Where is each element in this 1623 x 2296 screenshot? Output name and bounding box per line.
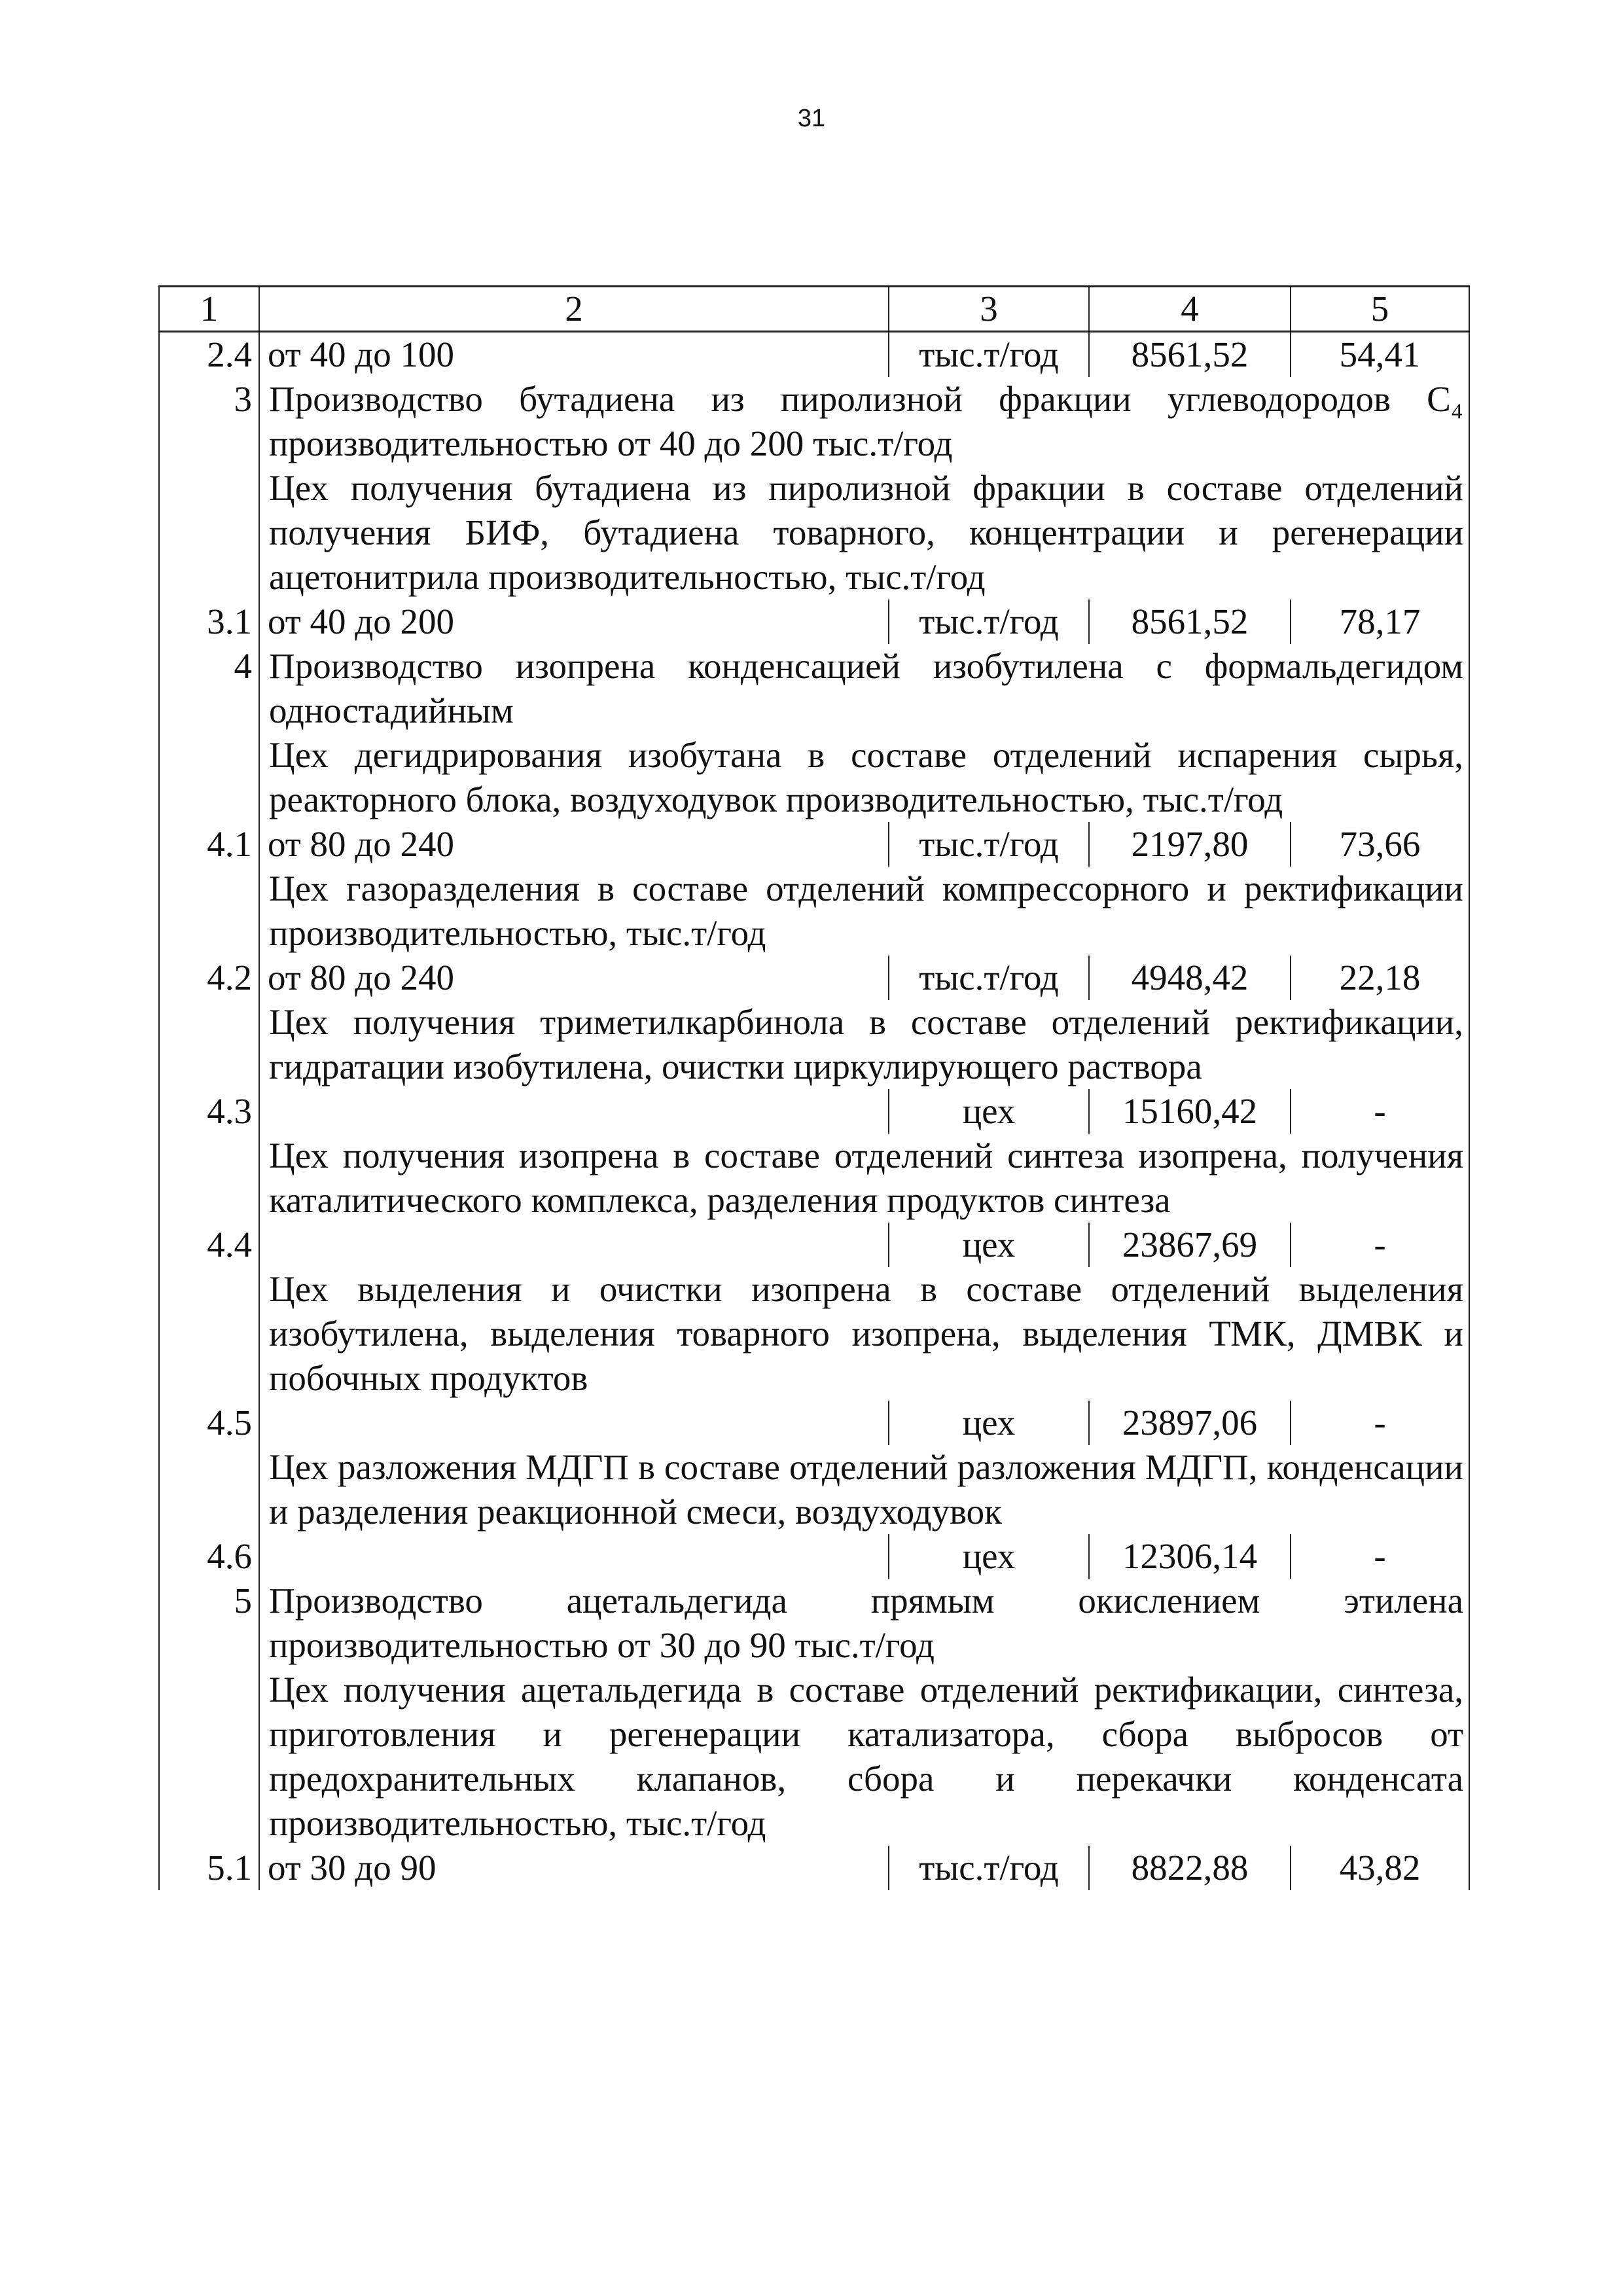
table-section-row: [159, 377, 1469, 466]
table-section-row: [159, 867, 1469, 956]
row-number: [159, 733, 259, 822]
row-range: [259, 1223, 889, 1267]
row-coefficient: -: [1291, 1223, 1469, 1267]
row-coefficient: 43,82: [1291, 1846, 1469, 1890]
row-unit: цех: [889, 1401, 1089, 1445]
row-range: от 30 до 90: [259, 1846, 889, 1890]
row-description: Производство ацетальдегида прямым окислением этилена производительностью от 30 до 90 тыс.т/год: [259, 1579, 1469, 1668]
column-header: 3: [889, 287, 1089, 332]
row-number: 4.4: [159, 1223, 259, 1267]
row-number: [159, 1668, 259, 1846]
table-body: [159, 287, 1469, 1891]
row-range: от 40 до 200: [259, 600, 889, 644]
row-value: 15160,42: [1089, 1089, 1291, 1134]
table-row: [159, 600, 1469, 644]
row-value: 23867,69: [1089, 1223, 1291, 1267]
row-number: 4.6: [159, 1534, 259, 1579]
row-unit: тыс.т/год: [889, 332, 1089, 378]
row-unit: цех: [889, 1089, 1089, 1134]
row-coefficient: -: [1291, 1534, 1469, 1579]
row-number: 2.4: [159, 332, 259, 378]
table-row: [159, 1089, 1469, 1134]
row-unit: цех: [889, 1223, 1089, 1267]
row-description: Цех дегидрирования изобутана в составе отделений испарения сырья, реакторного блока, воздуходувок производительностью, тыс.т/год: [259, 733, 1469, 822]
column-header: 2: [259, 287, 889, 332]
row-description: Цех выделения и очистки изопрена в составе отделений выделения изобутилена, выделения товарного изопрена, выделения ТМК, ДМВК и побочных продуктов: [259, 1267, 1469, 1401]
row-description: Цех газоразделения в составе отделений компрессорного и ректификации производительностью, тыс.т/год: [259, 867, 1469, 956]
table-section-row: [159, 1579, 1469, 1668]
row-number: 3.1: [159, 600, 259, 644]
row-number: 4.3: [159, 1089, 259, 1134]
row-number: 5.1: [159, 1846, 259, 1890]
row-range: от 40 до 100: [259, 332, 889, 378]
row-unit: тыс.т/год: [889, 956, 1089, 1000]
row-description: Цех получения изопрена в составе отделений синтеза изопрена, получения каталитического комплекса, разделения продуктов синтеза: [259, 1134, 1469, 1223]
row-range: [259, 1401, 889, 1445]
row-number: [159, 1267, 259, 1401]
row-unit: цех: [889, 1534, 1089, 1579]
table-row: [159, 1846, 1469, 1890]
table-row: [159, 1534, 1469, 1579]
row-unit: тыс.т/год: [889, 1846, 1089, 1890]
row-unit: тыс.т/год: [889, 822, 1089, 867]
row-number: 4: [159, 644, 259, 733]
tariff-table: [158, 285, 1470, 1890]
table-section-row: [159, 1000, 1469, 1089]
row-value: 4948,42: [1089, 956, 1291, 1000]
row-range: от 80 до 240: [259, 822, 889, 867]
row-description: Цех разложения МДГП в составе отделений разложения МДГП, конденсации и разделения реакционной смеси, воздуходувок: [259, 1445, 1469, 1534]
row-coefficient: 73,66: [1291, 822, 1469, 867]
row-coefficient: -: [1291, 1401, 1469, 1445]
row-number: 4.2: [159, 956, 259, 1000]
table-row: [159, 332, 1469, 378]
row-range: [259, 1089, 889, 1134]
row-number: 4.1: [159, 822, 259, 867]
row-range: от 80 до 240: [259, 956, 889, 1000]
row-description: Цех получения бутадиена из пиролизной фракции в составе отделений получения БИФ, бутадиена товарного, концентрации и регенерации ацетонитрила производительностью, тыс.т/год: [259, 466, 1469, 600]
row-description: Производство изопрена конденсацией изобутилена с формальдегидом одностадийным: [259, 644, 1469, 733]
row-description: Цех получения триметилкарбинола в составе отделений ректификации, гидратации изобутилена, очистки циркулирующего раствора: [259, 1000, 1469, 1089]
column-header: 4: [1089, 287, 1291, 332]
row-value: 12306,14: [1089, 1534, 1291, 1579]
column-header: 1: [159, 287, 259, 332]
page-number: 31: [797, 105, 826, 132]
row-number: [159, 1445, 259, 1534]
row-description: Цех получения ацетальдегида в составе отделений ректификации, синтеза, приготовления и регенерации катализатора, сбора выбросов от предохранительных клапанов, сбора и перекачки конденсата производительностью, тыс.т/год: [259, 1668, 1469, 1846]
row-coefficient: -: [1291, 1089, 1469, 1134]
row-coefficient: 78,17: [1291, 600, 1469, 644]
table-section-row: [159, 1668, 1469, 1846]
row-range: [259, 1534, 889, 1579]
row-coefficient: 22,18: [1291, 956, 1469, 1000]
row-description: Производство бутадиена из пиролизной фракции углеводородов C₄ производительностью от 40 до 200 тыс.т/год: [259, 377, 1469, 466]
row-value: 8561,52: [1089, 332, 1291, 378]
row-number: [159, 1134, 259, 1223]
row-value: 8561,52: [1089, 600, 1291, 644]
table-section-row: [159, 733, 1469, 822]
table-row: [159, 822, 1469, 867]
table-row: [159, 1401, 1469, 1445]
row-value: 8822,88: [1089, 1846, 1291, 1890]
table-section-row: [159, 1445, 1469, 1534]
row-number: [159, 466, 259, 600]
table-section-row: [159, 644, 1469, 733]
row-number: 4.5: [159, 1401, 259, 1445]
row-number: 3: [159, 377, 259, 466]
table-section-row: [159, 466, 1469, 600]
row-unit: тыс.т/год: [889, 600, 1089, 644]
row-coefficient: 54,41: [1291, 332, 1469, 378]
table-section-row: [159, 1134, 1469, 1223]
table-section-row: [159, 1267, 1469, 1401]
row-value: 23897,06: [1089, 1401, 1291, 1445]
row-number: 5: [159, 1579, 259, 1668]
row-value: 2197,80: [1089, 822, 1291, 867]
table-header-row: [159, 287, 1469, 332]
row-number: [159, 1000, 259, 1089]
table-row: [159, 956, 1469, 1000]
row-number: [159, 867, 259, 956]
column-header: 5: [1291, 287, 1469, 332]
table-row: [159, 1223, 1469, 1267]
